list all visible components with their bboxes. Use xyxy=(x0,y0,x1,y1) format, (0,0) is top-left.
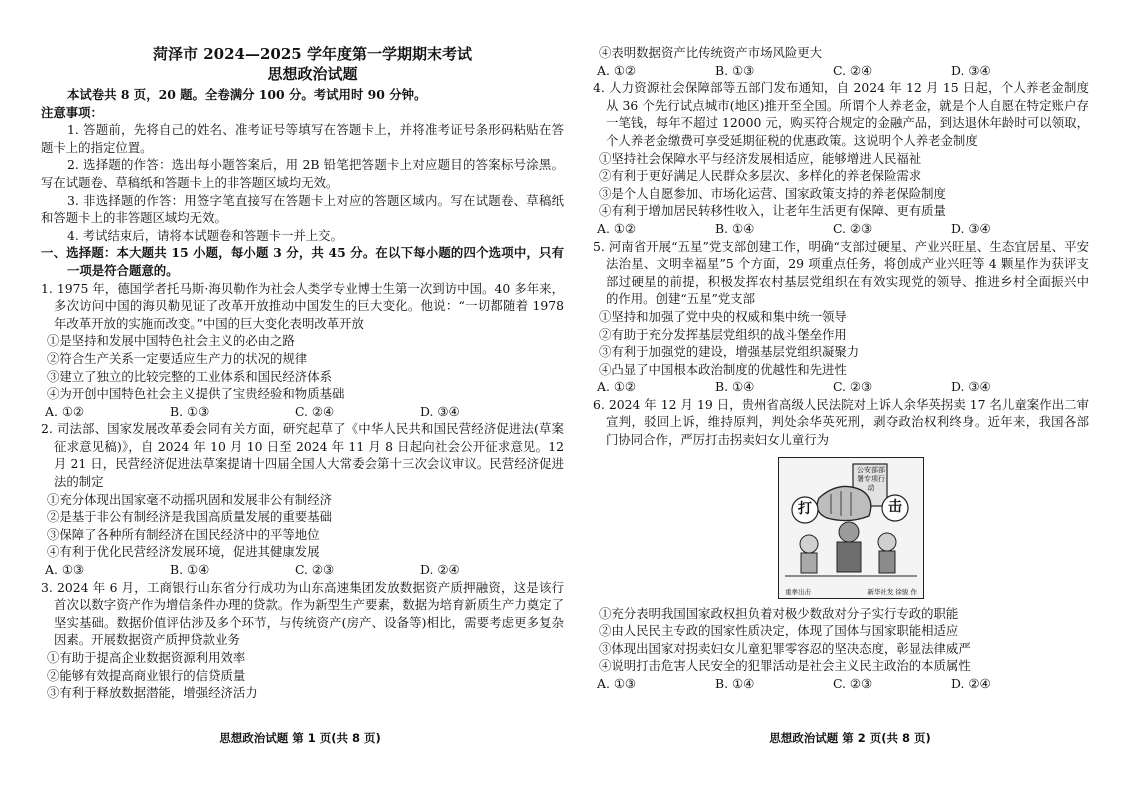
caption-credit: 新华社发 徐骏 作 xyxy=(867,587,917,596)
choice-b: B. ①③ xyxy=(170,403,210,419)
question-stem-4: 4. 人力资源社会保障部等五部门发布通知，自 2024 年 12 月 15 日起，个人养老金制度从 36 个先行试点城市(地区)推开至全国。所谓个人养老金，就是个人自愿在特定账户存一笔钱，每年不超过 12000 元，购买符合规定的金融产品，到达退休年龄时可以领取，个人养老金缴费可享受延期征税的优惠政策。这说明个人养老金制度 xyxy=(593,80,1089,148)
question-option: ①坚持社会保障水平与经济发展相适应，能够增进人民福祉 xyxy=(599,150,922,166)
choice-b: B. ①④ xyxy=(170,562,210,578)
choice-d: D. ③④ xyxy=(951,220,991,236)
choice-c: C. ②③ xyxy=(833,676,873,692)
exam-subtitle: 思想政治试题 xyxy=(267,65,358,83)
section-heading: 一、选择题：本大题共 15 小题，每小题 3 分，共 45 分。在以下每小题的四个选项中，只有一项是符合题意的。 xyxy=(41,245,564,278)
question-option: ③保障了各种所有制经济在国民经济中的平等地位 xyxy=(47,526,320,542)
criminal-body xyxy=(837,542,861,572)
choice-d: D. ③④ xyxy=(951,62,991,78)
child-left-body xyxy=(801,553,817,573)
question-option: ①有助于提高企业数据资源利用效率 xyxy=(47,650,246,665)
question-stem-6: 6. 2024 年 12 月 19 日，贵州省高级人民法院对上诉人余华英拐卖 17 名儿童案作出二审宣判，驳回上诉，维持原判，判处余华英死刑，剥夺政治权利终身。近年来，我国各部门协同合作，严厉打击拐卖妇女儿童行为 xyxy=(593,396,1089,448)
question-option: ①充分表明我国国家政权担负着对极少数敌对分子实行专政的职能 xyxy=(599,605,959,621)
hit-label-right: 击 xyxy=(888,498,902,515)
page-1-column xyxy=(41,0,564,702)
question-option: ②由人民民主专政的国家性质决定，体现了国体与国家职能相适应 xyxy=(599,623,959,639)
question-stem-1: 1. 1975 年，德国学者托马斯·海贝勒作为社会人类学专业博士生第一次到访中国。40 多年来，多次访问中国的海贝勒见证了改革开放推动中国发生的巨大变化。他说：“一切都随着 1978 年改革开放的实施而改变。”中国的巨大变化表明改革开放 xyxy=(41,280,564,331)
question-option: ①是坚持和发展中国特色社会主义的必由之路 xyxy=(47,333,295,349)
choice-c: C. ②③ xyxy=(833,379,873,395)
answer-choices xyxy=(593,220,1089,238)
child-left-head xyxy=(800,535,818,553)
question-stem-5: 5. 河南省开展“五星”党支部创建工作，明确“支部过硬星、产业兴旺星、生态宜居星、平安法治星、文明幸福星”5 个方面，29 项重点任务，将创成产业兴旺等 4 颗星作为获评支部过硬星的前提，积极发挥农村基层党组织在有效实现党的领导、推进乡村全面振兴中的作用。创建“五星”党支部 xyxy=(593,238,1089,307)
question-option: ④表明数据资产比传统资产市场风险更大 xyxy=(599,45,823,60)
note-item: 1. 答题前，先将自己的姓名、准考证号等填写在答题卡上，并将准考证号条形码粘贴在答题卡上的指定位置。 xyxy=(41,122,564,155)
question-option: ③是个人自愿参加、市场化运营、国家政策支持的养老保险制度 xyxy=(599,185,946,201)
choice-a: A. ①② xyxy=(597,62,637,78)
question-option: ④有利于增加居民转移性收入，让老年生活更有保障、更有质量 xyxy=(599,203,946,219)
question-stem-3: 3. 2024 年 6 月，工商银行山东省分行成功为山东高速集团发放数据资产质押融资，这是该行首次以数字资产作为增信条件办理的贷款。作为新型生产要素，数据为培育新质生产力奠定了坚实基础。数据价值评估涉及多个环节，与传统资产(房产、设备等)相比，需要考虑更多复杂因素。开展数据资产质押贷款业务 xyxy=(41,579,564,648)
question-option: ②有利于更好满足人民群众多层次、多样化的养老保险需求 xyxy=(599,168,922,184)
choice-a: A. ①② xyxy=(45,403,85,419)
cartoon-illustration xyxy=(778,457,924,599)
question-option: ③有利于释放数据潜能，增强经济活力 xyxy=(47,685,258,701)
choice-c: C. ②③ xyxy=(295,562,335,578)
criminal-head xyxy=(839,522,859,542)
choice-b: B. ①③ xyxy=(715,62,755,78)
choice-d: D. ③④ xyxy=(951,379,991,395)
question-option: ③体现出国家对拐卖妇女儿童犯罪零容忍的坚决态度，彰显法律威严 xyxy=(599,640,971,656)
figure-caption xyxy=(779,588,923,596)
caption-title: 重拳出击 xyxy=(785,587,811,596)
question-option: ②是基于非公有制经济是我国高质量发展的重要基础 xyxy=(47,509,332,525)
sign-text: 公安部部署专项行动 xyxy=(857,465,885,492)
question-option: ④为开创中国特色社会主义提供了宝贵经验和物质基础 xyxy=(47,386,345,402)
hit-label-left: 打 xyxy=(798,500,812,517)
question-option: ④说明打击危害人民安全的犯罪活动是社会主义民主政治的本质属性 xyxy=(599,658,971,674)
exam-title: 菏泽市 2024—2025 学年度第一学期期末考试 xyxy=(153,45,472,63)
page-footer-2: 思想政治试题 第 2 页(共 8 页) xyxy=(769,731,931,745)
note-item: 4. 考试结束后，请将本试题卷和答题卡一并上交。 xyxy=(67,227,343,243)
choice-c: C. ②④ xyxy=(833,62,873,78)
question-option: ③建立了独立的比较完整的工业体系和国民经济体系 xyxy=(47,368,332,384)
page-footer-1: 思想政治试题 第 1 页(共 8 页) xyxy=(219,731,381,745)
choice-b: B. ①④ xyxy=(715,220,755,236)
choice-a: A. ①③ xyxy=(597,676,637,692)
question-option: ④凸显了中国根本政治制度的优越性和先进性 xyxy=(599,361,847,377)
question-option: ①充分体现出国家毫不动摇巩固和发展非公有制经济 xyxy=(47,491,332,507)
choice-c: C. ②④ xyxy=(295,403,335,419)
answer-choices xyxy=(41,561,564,579)
answer-choices xyxy=(41,403,564,421)
page-2-column xyxy=(593,44,1089,693)
question-option: ①坚持和加强了党中央的权威和集中统一领导 xyxy=(599,308,847,324)
exam-info: 本试卷共 8 页，20 题。全卷满分 100 分。考试用时 90 分钟。 xyxy=(67,87,427,102)
answer-choices xyxy=(593,62,1089,80)
cartoon-drawing xyxy=(779,458,923,584)
note-item: 3. 非选择题的作答：用签字笔直接写在答题卡上对应的答题区域内。写在试题卷、草稿纸和答题卡上的非答题区域均无效。 xyxy=(41,192,564,226)
choice-a: A. ①③ xyxy=(45,562,85,578)
choice-a: A. ①② xyxy=(597,220,637,236)
question-option: ②有助于充分发挥基层党组织的战斗堡垒作用 xyxy=(599,326,847,342)
note-item: 2. 选择题的作答：选出每小题答案后，用 2B 铅笔把答题卡上对应题目的答案标号涂黑。写在试题卷、草稿纸和答题卡上的非答题区域均无效。 xyxy=(41,157,564,190)
child-right-body xyxy=(879,551,895,573)
answer-choices xyxy=(593,378,1089,396)
answer-choices xyxy=(593,675,1089,693)
child-right-head xyxy=(878,533,896,551)
choice-a: A. ①② xyxy=(597,379,637,395)
question-option: ④有利于优化民营经济发展环境，促进其健康发展 xyxy=(47,544,320,560)
choice-b: B. ①④ xyxy=(715,379,755,395)
question-option: ②符合生产关系一定要适应生产力的状况的规律 xyxy=(47,350,308,366)
question-stem-2: 2. 司法部、国家发展改革委会同有关方面，研究起草了《中华人民共和国民营经济促进法(草案征求意见稿)》，自 2024 年 10 月 10 日至 2024 年 11 月 8 日起向社会公开征求意见。12 月 21 日，民营经济促进法草案提请十四届全国人大常委会第十三次会议审议。民营经济促进法的制定 xyxy=(41,421,564,490)
question-option: ②能够有效提高商业银行的信贷质量 xyxy=(47,667,246,683)
choice-b: B. ①④ xyxy=(715,676,755,692)
choice-d: D. ②④ xyxy=(420,562,460,578)
choice-c: C. ②③ xyxy=(833,220,873,236)
notes-heading: 注意事项： xyxy=(41,104,103,120)
choice-d: D. ②④ xyxy=(951,676,991,692)
question-option: ③有利于加强党的建设，增强基层党组织凝聚力 xyxy=(599,344,860,360)
choice-d: D. ③④ xyxy=(420,403,460,419)
